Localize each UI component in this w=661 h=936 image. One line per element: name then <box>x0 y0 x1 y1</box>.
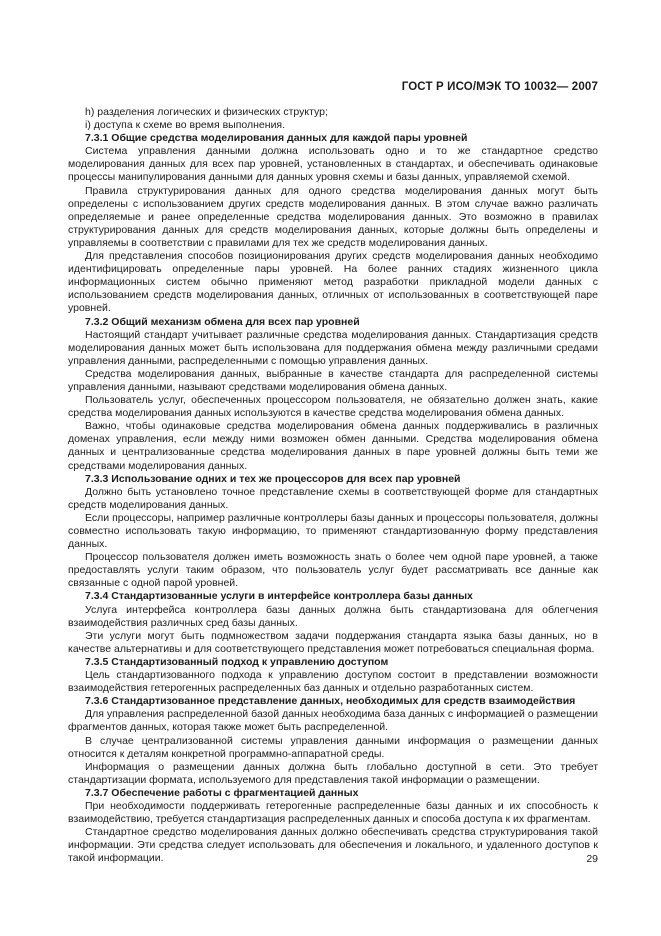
document-body <box>68 106 598 865</box>
paragraph: Для представления способов позиционирования других средств моделирования данных необходимо идентифицировать определенные пары уровней. На более ранних стадиях жизненного цикла информационных систем обычно применяют метод разработки прикладной модели данных с использованием средств моделирования данных, отличных от использованных в соответствующей паре уровней. <box>68 250 598 315</box>
page-number: 29 <box>586 853 598 865</box>
section-heading-7-3-3: 7.3.3 Использование одних и тех же процессоров для всех пар уровней <box>85 472 461 485</box>
paragraph: Важно, чтобы одинаковые средства моделирования обмена данных поддерживались в различных доменах управления, если между ними возможен обмен данными. Средства моделирования обмена данных и централизованные средства моделирования данных в паре уровней должны быть теми же средствами моделирования данных. <box>68 420 598 472</box>
paragraph: Если процессоры, например различные контроллеры базы данных и процессоры пользователя, должны совместно использовать такую информацию, то применяют стандартизованную форму представления данных. <box>68 511 598 551</box>
paragraph: Средства моделирования данных, выбранные в качестве стандарта для распределенной системы управления данными, называют средствами моделирования обмена данных. <box>68 367 598 393</box>
paragraph: При необходимости поддерживать гетерогенные распределенные базы данных и их способность к взаимодействию, требуется стандартизация распределенных данных и способа доступа к их фрагментам. <box>68 799 598 826</box>
running-header: ГОСТ Р ИСО/МЭК ТО 10032— 2007 <box>401 81 598 93</box>
paragraph: Для управления распределенной базой данных необходима база данных с информацией о размещении фрагментов данных, которая также может быть распределенной. <box>68 708 598 734</box>
paragraph: В случае централизованной системы управления данными информация о размещении данных относится к деталям конкретной программно-аппаратной среды. <box>68 734 598 760</box>
section-heading-7-3-1: 7.3.1 Общие средства моделирования данных для каждой пары уровней <box>85 132 468 145</box>
list-item: h) разделения логических и физических структур; <box>85 106 328 118</box>
paragraph: Стандартное средство моделирования данных должно обеспечивать средства структурирования такой информации. Эти средства следует использовать для обеспечения и локального, и удаленного доступов к такой информации. <box>68 826 598 865</box>
paragraph: Пользователь услуг, обеспеченных процессором пользователя, не обязательно должен знать, какие средства моделирования данных используются в качестве средства моделирования обмена данных. <box>68 394 598 420</box>
paragraph: Система управления данными должна использовать одно и то же стандартное средство моделирования данных для всех пар уровней, установленных в стандартах, и обеспечивать одинаковые процессы манипулирования данными для данных уровня схемы и базы данных, управляемой схемой. <box>68 145 598 184</box>
section-heading-7-3-6: 7.3.6 Стандартизованное представление данных, необходимых для средств взаимодействия <box>85 695 576 708</box>
paragraph: Информация о размещении данных должна быть глобально доступной в сети. Это требует стандартизации формата, используемого для представления такой информации о размещении. <box>68 760 598 786</box>
paragraph: Цель стандартизованного подхода к управлению доступом состоит в представлении возможности взаимодействия гетерогенных распределенных баз данных и отдельно разработанных систем. <box>68 669 598 695</box>
paragraph: Должно быть установлено точное представление схемы в соответствующей форме для стандартных средств моделирования данных. <box>68 485 598 511</box>
list-item: i) доступа к схеме во время выполнения. <box>85 119 286 132</box>
paragraph: Настоящий стандарт учитывает различные средства моделирования данных. Стандартизация средств моделирования данных может быть использована для поддержания обмена между различными средами управления данными, распределенными с помощью управления данных. <box>68 328 598 367</box>
section-heading-7-3-4: 7.3.4 Стандартизованные услуги в интерфейсе контроллера базы данных <box>85 590 473 603</box>
section-heading-7-3-5: 7.3.5 Стандартизованный подход к управлению доступом <box>85 655 389 668</box>
paragraph: Услуга интерфейса контроллера базы данных должна быть стандартизована для облегчения взаимодействия различных сред базы данных. <box>68 603 598 629</box>
paragraph: Эти услуги могут быть подмножеством задачи поддержания стандарта языка базы данных, но в качестве альтернативы и для соответствующего представления может потребоваться специальная форма. <box>68 629 598 655</box>
paragraph: Процессор пользователя должен иметь возможность знать о более чем одной паре уровней, а также предоставлять услуги таким образом, что пользователь услуг будет рассматривать все данные как связанные с одной парой уровней. <box>68 551 598 590</box>
section-heading-7-3-2: 7.3.2 Общий механизм обмена для всех пар уровней <box>85 315 360 328</box>
section-heading-7-3-7: 7.3.7 Обеспечение работы с фрагментацией данных <box>85 786 359 799</box>
paragraph: Правила структурирования данных для одного средства моделирования данных могут быть определены с использованием других средств моделирования данных. В этом случае важно различать определяемые и ранее определенные средства моделирования данных. Это возможно в правилах структурирования данных для средств моделирования данных, которые должны быть определены и управляемы в соответствии с правилами для тех же средств моделирования данных. <box>68 184 598 249</box>
